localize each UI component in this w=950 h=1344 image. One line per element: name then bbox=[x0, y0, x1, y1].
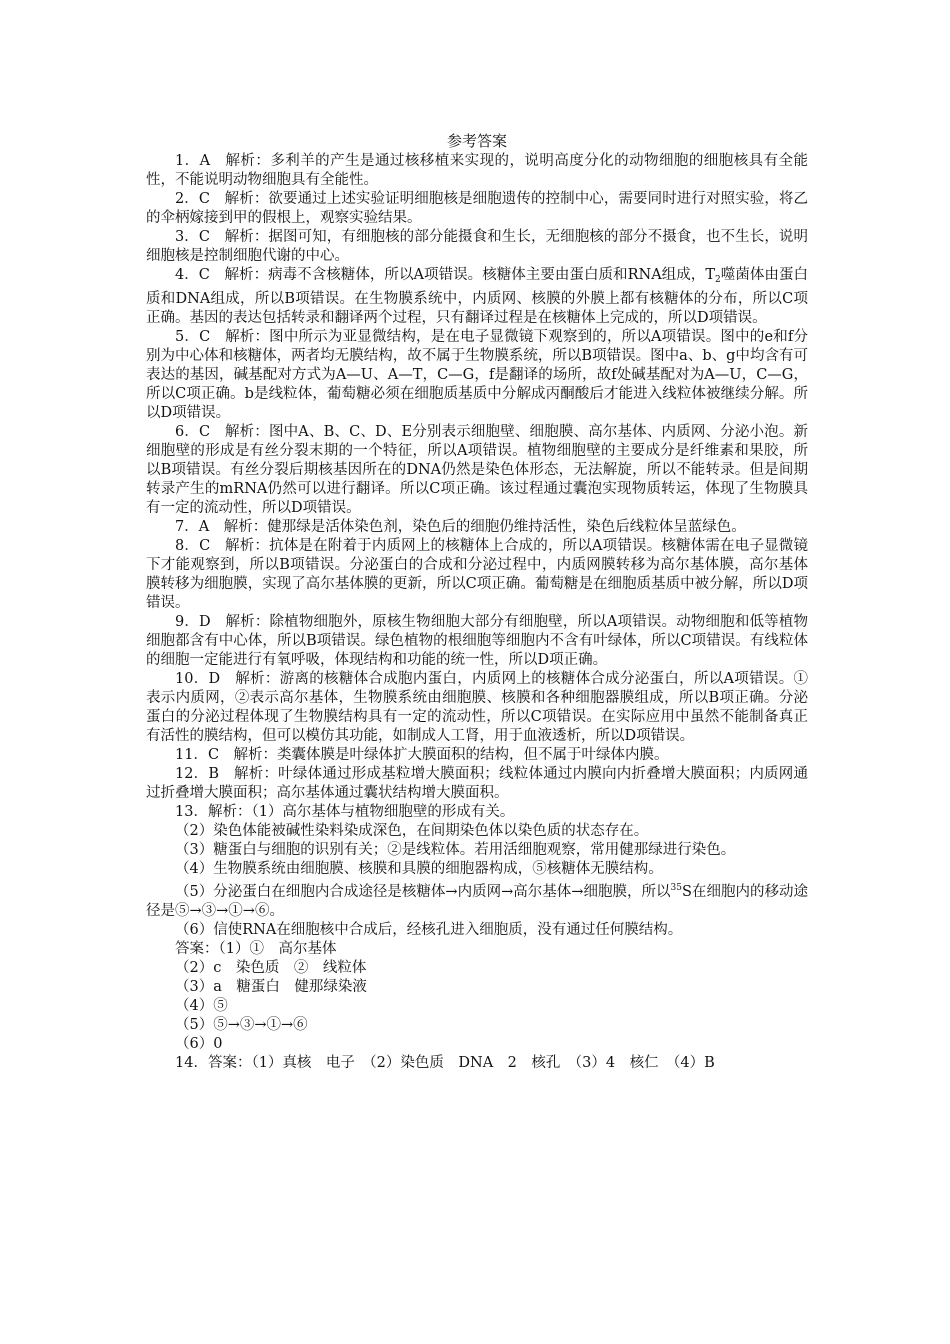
answer-item-13-4: （4）生物膜系统由细胞膜、核膜和具膜的细胞器构成，⑤核糖体无膜结构。 bbox=[175, 861, 663, 877]
answer-item-5: 5．C 解析：图中所示为亚显微结构，是在电子显微镜下观察到的，所以A项错误。图中的e和f分别为中心体和核糖体，两者均无膜结构，故不属于生物膜系统，所以B项错误。图中a、b、g中均含有可表达的基因，碱基配对方式为A—U、A—T，C—G，f是翻译的场所，故f处碱基配对为A—U，C—G，所以C项正确。b是线粒体，葡萄糖必须在细胞质基质中分解成丙酮酸后才能进入线粒体被继续分解。所以D项错误。 bbox=[146, 329, 808, 421]
answer-item-13-6: （6）信使RNA在细胞核中合成后，经核孔进入细胞质，没有通过任何膜结构。 bbox=[175, 922, 683, 938]
superscript: 35 bbox=[670, 883, 682, 893]
answer-item-8: 8．C 解析：抗体是在附着于内质网上的核糖体上合成的，所以A项错误。核糖体需在电子显微镜下才能观察到，所以B项错误。分泌蛋白的合成和分泌过程中，内质网膜转移为高尔基体膜，高尔基体膜转移为细胞膜，实现了高尔基体膜的更新，所以C项正确。葡萄糖是在细胞质基质中被分解，所以D项错误。 bbox=[146, 538, 808, 611]
answer-line-5: （5）⑤→③→①→⑥ bbox=[175, 1017, 308, 1033]
answer-line-4: （4）⑤ bbox=[175, 998, 228, 1014]
answer-item-6: 6．C 解析：图中A、B、C、D、E分别表示细胞壁、细胞膜、高尔基体、内质网、分泌小泡。新细胞壁的形成是有丝分裂末期的一个特征，所以A项错误。植物细胞壁的主要成分是纤维素和果胶，所以B项错误。有丝分裂后期核基因所在的DNA仍然是染色体形态，无法解旋，所以不能转录。但是间期转录产生的mRNA仍然可以进行翻译。所以C项正确。该过程通过囊泡实现物质转运，体现了生物膜具有一定的流动性，所以D项错误。 bbox=[146, 424, 808, 516]
answer-item-12: 12．B 解析：叶绿体通过形成基粒增大膜面积；线粒体通过内膜向内折叠增大膜面积；内质网通过折叠增大膜面积；高尔基体通过囊状结构增大膜面积。 bbox=[146, 766, 808, 801]
answer-line-6: （6）0 bbox=[175, 1036, 223, 1052]
answer-item-1: 1．A 解析：多利羊的产生是通过核移植来实现的，说明高度分化的动物细胞的细胞核具有全能性，不能说明动物细胞具有全能性。 bbox=[146, 153, 808, 188]
answer-item-4-part-a: 4．C 解析：病毒不含核糖体，所以A项错误。核糖体主要由蛋白质和RNA组成，T bbox=[175, 267, 716, 283]
answer-item-4-part-b: 噬菌体由蛋白质和DNA组成，所以B项错误。在生物膜系统中，内质网、核膜的外膜上都有核糖体的分布，所以C项正确。基因的表达包括转录和翻译两个过程，只有翻译过程是在核糖体上完成的，所以D项错误。 bbox=[146, 267, 808, 326]
answer-line-2: （2）c 染色质 ② 线粒体 bbox=[175, 960, 367, 976]
answer-item-13-2: （2）染色体能被碱性染料染成深色，在间期染色体以染色质的状态存在。 bbox=[175, 823, 649, 839]
answer-item-13-3: （3）糖蛋白与细胞的识别有关；②是线粒体。若用活细胞观察，常用健那绿进行染色。 bbox=[175, 842, 736, 858]
answer-item-2: 2．C 解析：欲要通过上述实验证明细胞核是细胞遗传的控制中心，需要同时进行对照实验，将乙的伞柄嫁接到甲的假根上，观察实验结果。 bbox=[146, 191, 808, 226]
answer-item-13-5 bbox=[146, 879, 808, 921]
answer-item-13: 13．解析：（1）高尔基体与植物细胞壁的形成有关。 bbox=[175, 804, 515, 820]
answer-item-10: 10．D 解析：游离的核糖体合成胞内蛋白，内质网上的核糖体合成分泌蛋白，所以A项错误。①表示内质网，②表示高尔基体，生物膜系统由细胞膜、核膜和各种细胞器膜组成，所以B项正确。分泌蛋白的分泌过程体现了生物膜结构具有一定的流动性，所以C项错误。在实际应用中虽然不能制备真正有活性的膜结构，但可以模仿其功能，如制成人工肾，用于血液透析，所以D项错误。 bbox=[146, 671, 808, 744]
answer-line-1: 答案：（1）① 高尔基体 bbox=[175, 941, 337, 957]
answer-item-7: 7．A 解析：健那绿是活体染色剂，染色后的细胞仍维持活性，染色后线粒体呈蓝绿色。 bbox=[175, 519, 746, 535]
answer-item-11: 11．C 解析：类囊体膜是叶绿体扩大膜面积的结构，但不属于叶绿体内膜。 bbox=[175, 747, 669, 763]
answer-item-9: 9．D 解析：除植物细胞外，原核生物细胞大部分有细胞壁，所以A项错误。动物细胞和低等植物细胞都含有中心体，所以B项错误。绿色植物的根细胞等细胞内不含有叶绿体，所以C项错误。有线粒体的细胞一定能进行有氧呼吸，体现结构和功能的统一性，所以D项正确。 bbox=[146, 614, 808, 668]
answer-item-13-5-part-a: （5）分泌蛋白在细胞内合成途径是核糖体→内质网→高尔基体→细胞膜，所以 bbox=[175, 884, 671, 900]
answer-item-3: 3．C 解析：据图可知，有细胞核的部分能摄食和生长，无细胞核的部分不摄食，也不生长，说明细胞核是控制细胞代谢的中心。 bbox=[146, 229, 808, 264]
page-title: 参考答案 bbox=[446, 132, 507, 150]
answer-item-14: 14．答案：（1）真核 电子 （2）染色质 DNA 2 核孔 （3）4 核仁 （4）B bbox=[175, 1055, 715, 1071]
answer-item-13-5-part-b: S在细胞内的移动途径是⑤→③→①→⑥。 bbox=[146, 884, 808, 919]
answer-line-3: （3）a 糖蛋白 健那绿染液 bbox=[175, 979, 367, 995]
subscript: 2 bbox=[715, 275, 721, 285]
answer-page bbox=[146, 130, 808, 1073]
answer-item-4 bbox=[146, 266, 808, 328]
